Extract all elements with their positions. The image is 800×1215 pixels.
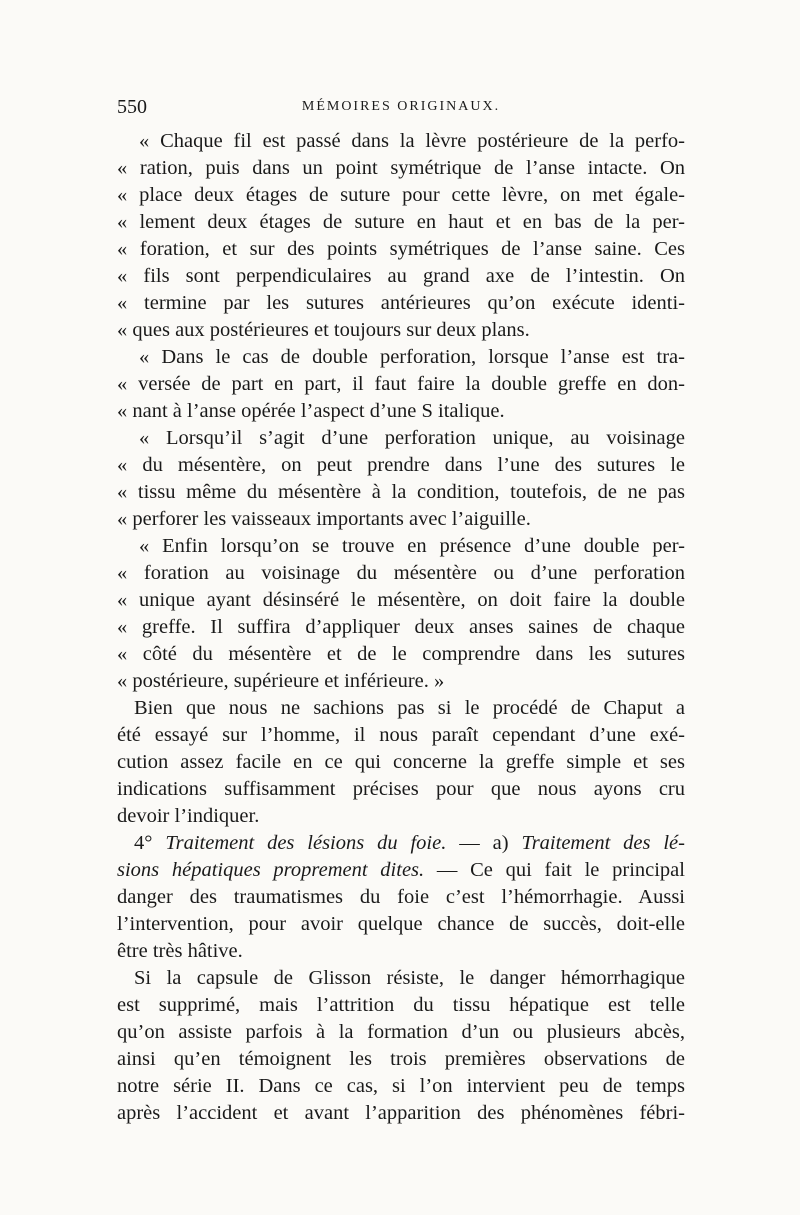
section-dash: — a) [446,832,522,854]
text-line: « Dans le cas de double perforation, lorsque l’anse est tra- [139,346,685,368]
subsection-title-part2: sions hépatiques proprement dites. [117,859,425,881]
section-number: 4° [134,832,153,854]
text-line: ainsi qu’en témoignent les trois premières observations de [117,1048,685,1070]
text-line: « perforer les vaisseaux importants avec l’aiguille. [117,508,531,530]
text-line: cution assez facile en ce qui concerne la greffe simple et ses [117,751,685,773]
text-line: « Lorsqu’il s’agit d’une perforation unique, au voisinage [139,427,685,449]
running-title: MÉMOIRES ORIGINAUX. [301,99,501,114]
section-heading-cont [117,857,685,883]
text-line: « termine par les sutures antérieures qu’on exécute identi- [117,292,685,314]
text-line: notre série II. Dans ce cas, si l’on intervient peu de temps [117,1075,685,1097]
text-line: devoir l’indiquer. [117,805,260,827]
text-line: « unique ayant désinséré le mésentère, on doit faire la double [117,589,685,611]
text-line: indications suffisamment précises pour que nous ayons cru [117,778,685,800]
text-line: Bien que nous ne sachions pas si le procédé de Chaput a [134,697,685,719]
section-heading [117,830,685,856]
text-line: « côté du mésentère et de le comprendre dans les sutures [117,643,685,665]
text-line: « place deux étages de suture pour cette lèvre, on met égale- [117,184,685,206]
text-run: — Ce qui fait le principal [424,859,685,881]
text-line: après l’accident et avant l’apparition des phénomènes fébri- [117,1102,685,1124]
text-line: est supprimé, mais l’attrition du tissu hépatique est telle [117,994,685,1016]
text-line: danger des traumatismes du foie c’est l’hémorrhagie. Aussi [117,886,685,908]
text-line: « du mésentère, on peut prendre dans l’une des sutures le [117,454,685,476]
text-line: « foration au voisinage du mésentère ou d’une perforation [117,562,685,584]
text-line: « fils sont perpendiculaires au grand axe de l’intestin. On [117,265,685,287]
text-line: « nant à l’anse opérée l’aspect d’une S italique. [117,400,505,422]
text-line: « postérieure, supérieure et inférieure. » [117,670,445,692]
text-line: être très hâtive. [117,940,243,962]
text-line: « tissu même du mésentère à la condition, toutefois, de ne pas [117,481,685,503]
text-line: l’intervention, pour avoir quelque chance de succès, doit-elle [117,913,685,935]
text-line: « Chaque fil est passé dans la lèvre postérieure de la perfo- [139,130,685,152]
subsection-title-part1: Traitement des lé- [521,832,685,854]
text-line: « lement deux étages de suture en haut et en bas de la per- [117,211,685,233]
text-line: « foration, et sur des points symétriques de l’anse saine. Ces [117,238,685,260]
section-title: Traitement des lésions du foie. [165,832,447,854]
text-line: « versée de part en part, il faut faire la double greffe en don- [117,373,685,395]
text-line: « ques aux postérieures et toujours sur deux plans. [117,319,530,341]
text-line: « greffe. Il suffira d’appliquer deux anses saines de chaque [117,616,685,638]
text-line: qu’on assiste parfois à la formation d’un ou plusieurs abcès, [117,1021,685,1043]
page-number: 550 [117,96,147,118]
text-line: « Enfin lorsqu’on se trouve en présence d’une double per- [139,535,685,557]
text-line: Si la capsule de Glisson résiste, le danger hémorrhagique [134,967,685,989]
text-line: « ration, puis dans un point symétrique de l’anse intacte. On [117,157,685,179]
page-header [117,96,685,118]
text-line: été essayé sur l’homme, il nous paraît cependant d’une exé- [117,724,685,746]
